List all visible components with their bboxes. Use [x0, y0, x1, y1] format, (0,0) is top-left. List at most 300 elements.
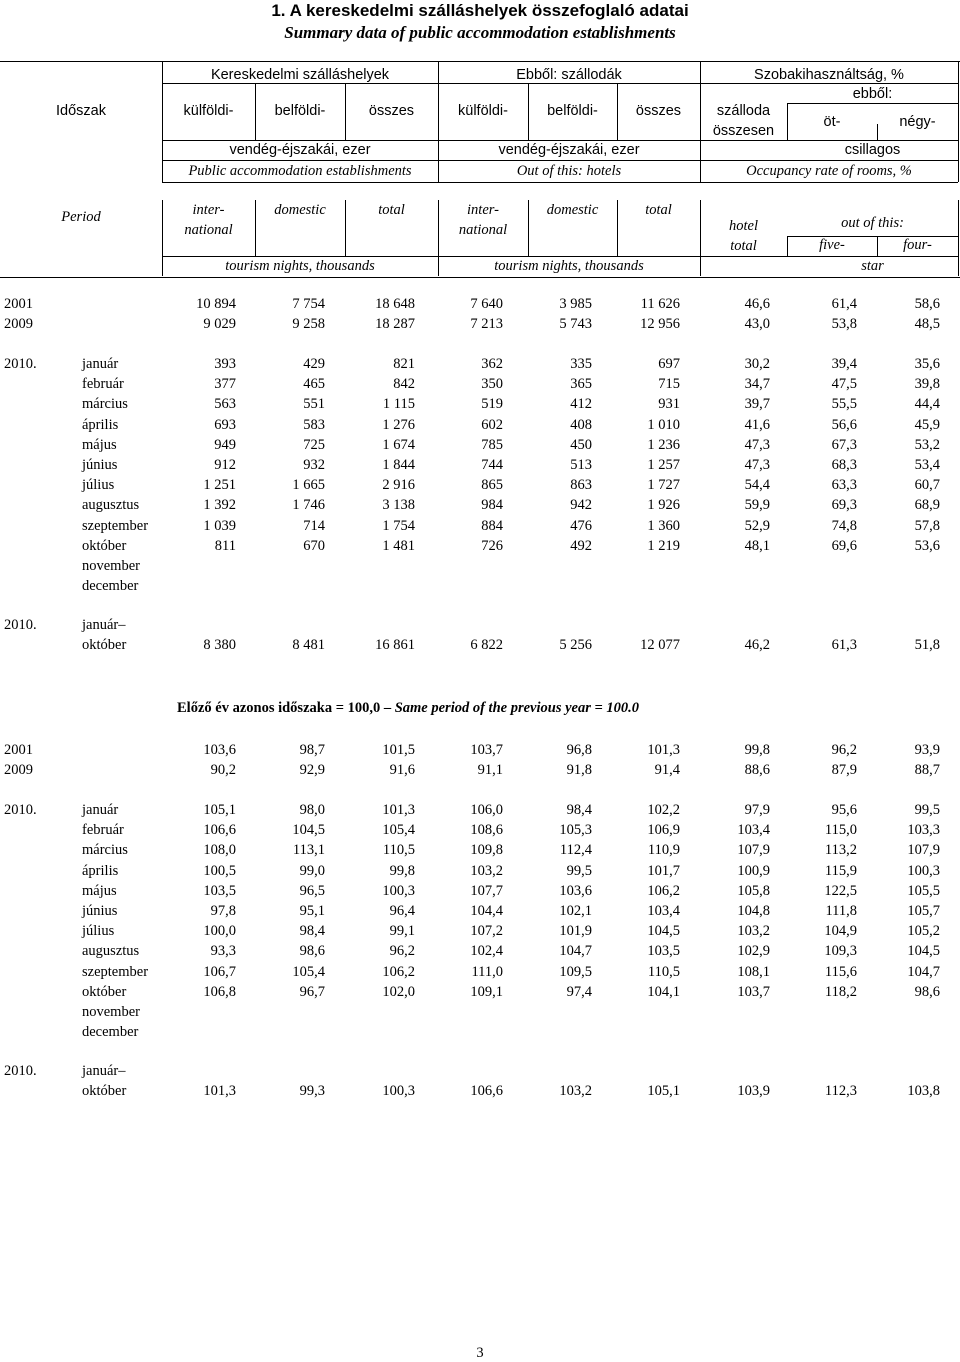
en-hline — [162, 256, 958, 257]
table-cell: 105,4 — [292, 963, 325, 980]
table-cell: 100,5 — [203, 862, 236, 879]
table-cell: 785 — [481, 436, 503, 453]
row-label-month: december — [82, 1024, 139, 1041]
header-vendeg-2: vendég-éjszakái, ezer — [498, 142, 640, 158]
table-cell: 949 — [214, 436, 236, 453]
hu-hline — [162, 83, 958, 84]
table-cell: 122,5 — [824, 882, 857, 899]
table-cell: 74,8 — [831, 517, 857, 534]
row-label-cum: október — [82, 1083, 127, 1099]
row-label-month: augusztus — [82, 943, 140, 960]
header-inter-1: inter- — [192, 202, 225, 218]
header-out-hotels: Out of this: hotels — [516, 163, 622, 179]
row-label-month: július — [82, 477, 115, 494]
table-cell: 101,7 — [647, 862, 680, 879]
row-label-year: 2010. — [4, 802, 37, 818]
table-cell: 63,3 — [831, 477, 857, 494]
table-cell: 99,0 — [299, 862, 325, 879]
table-cell: 865 — [481, 477, 503, 494]
table-cell: 1 665 — [292, 477, 325, 494]
table-cell: 104,8 — [737, 903, 770, 919]
row-label-year: 2009 — [4, 316, 33, 332]
table-cell: 47,3 — [744, 436, 770, 453]
table-cell: 842 — [393, 376, 415, 393]
table-cell: 744 — [481, 457, 503, 473]
table-cell: 44,4 — [914, 396, 940, 413]
table-cell: 931 — [658, 396, 680, 413]
row-label-cum: január– — [82, 617, 126, 633]
header-period: Period — [61, 209, 101, 225]
table-cell: 725 — [303, 436, 325, 453]
header-group-occupancy: Szobakihasználtság, % — [754, 67, 904, 83]
table-cell: 107,9 — [907, 842, 940, 859]
table-cell: 100,0 — [203, 923, 236, 940]
table-cell: 98,7 — [299, 742, 325, 758]
table-cell: 99,5 — [566, 862, 592, 879]
table-cell: 56,6 — [831, 416, 857, 433]
row-label-month: november — [82, 558, 140, 574]
table-cell: 98,4 — [566, 802, 592, 818]
table-cell: 91,1 — [477, 762, 503, 778]
table-cell: 110,5 — [382, 842, 415, 859]
table-cell: 92,9 — [299, 762, 325, 778]
table-cell: 69,3 — [831, 497, 857, 514]
row-label-year: 2010. — [4, 356, 37, 372]
table-cell: 884 — [481, 517, 503, 534]
header-inter-2: inter- — [467, 202, 499, 218]
header-negy: négy- — [899, 114, 936, 130]
row-label-month: augusztus — [82, 497, 140, 514]
table-cell: 101,9 — [559, 923, 592, 940]
table-cell: 91,6 — [389, 762, 415, 778]
title-en: Summary data of public accommodation establishments — [284, 23, 676, 42]
table-cell: 53,6 — [914, 537, 940, 554]
table-cell: 101,5 — [382, 742, 415, 758]
table-cell: 7 640 — [470, 296, 503, 312]
table-cell: 96,2 — [831, 742, 857, 758]
row-label-month: június — [82, 903, 118, 919]
table-cell: 98,4 — [299, 923, 325, 940]
table-cell: 1 754 — [382, 517, 415, 534]
table-cell: 350 — [481, 376, 503, 393]
table-cell: 96,2 — [389, 943, 415, 960]
table-cell: 97,9 — [744, 802, 770, 818]
table-cell: 103,6 — [203, 742, 236, 758]
table-cell: 726 — [481, 537, 503, 554]
row-label-month: október — [82, 537, 127, 554]
table-cell: 115,0 — [824, 822, 857, 839]
header-group-commercial: Kereskedelmi szálláshelyek — [210, 67, 390, 83]
table-cell: 1 257 — [647, 457, 680, 473]
table-cell: 55,5 — [831, 396, 857, 413]
header-national-2: national — [458, 222, 508, 238]
table-cell: 111,8 — [825, 903, 857, 919]
table-cell: 563 — [214, 396, 236, 413]
table-cell: 912 — [214, 457, 236, 473]
table-cell: 2 916 — [382, 477, 415, 494]
table-cell: 8 380 — [203, 637, 236, 653]
table-cell: 492 — [570, 537, 592, 554]
row-label-month: október — [82, 983, 127, 1000]
table-cell: 811 — [214, 537, 236, 554]
header-domestic-1: domestic — [274, 202, 326, 218]
table-cell: 103,6 — [559, 882, 592, 899]
row-label-month: november — [82, 1004, 140, 1020]
table-cell: 583 — [303, 416, 325, 433]
table-cell: 52,9 — [744, 517, 770, 534]
table-cell: 88,6 — [744, 762, 770, 778]
row-label-year: 2010. — [4, 617, 37, 633]
table-cell: 43,0 — [744, 316, 770, 332]
table-cell: 103,5 — [203, 882, 236, 899]
table-cell: 105,3 — [559, 822, 592, 839]
table-cell: 16 861 — [375, 637, 415, 653]
table-cell: 10 894 — [196, 296, 236, 312]
table-cell: 1 251 — [203, 477, 236, 494]
table-cell: 1 115 — [382, 396, 415, 413]
table-cell: 100,3 — [382, 1083, 415, 1099]
table-cell: 697 — [658, 356, 680, 372]
header-belfoldi-2: belföldi- — [547, 103, 598, 119]
header-tourism-1: tourism nights, thousands — [225, 258, 375, 274]
table-cell: 91,4 — [654, 762, 680, 778]
header-kulfoldi-1: külföldi- — [183, 103, 234, 119]
table-cell: 54,4 — [744, 477, 770, 494]
table-cell: 1 276 — [382, 416, 415, 433]
header-public-acc: Public accommodation establishments — [188, 163, 412, 179]
table-cell: 1 039 — [203, 517, 236, 534]
table-cell: 104,7 — [907, 963, 940, 980]
table-cell: 68,9 — [914, 497, 940, 514]
table-cell: 519 — [481, 396, 503, 413]
header-hotel: hotel — [729, 218, 758, 234]
row-label-month: december — [82, 578, 139, 595]
table-cell: 714 — [303, 517, 325, 534]
table-cell: 96,4 — [389, 903, 415, 919]
header-total-2: total — [645, 202, 672, 218]
table-cell: 104,1 — [647, 983, 680, 1000]
table-cell: 118,2 — [824, 983, 857, 1000]
table-cell: 108,0 — [203, 842, 236, 859]
table-cell: 30,2 — [744, 356, 770, 372]
table-cell: 7 754 — [292, 296, 325, 312]
table-cell: 11 626 — [640, 296, 680, 312]
table-cell: 46,6 — [744, 296, 770, 312]
table-cell: 551 — [303, 396, 325, 413]
table-cell: 103,7 — [737, 983, 770, 1000]
table-cell: 98,6 — [299, 943, 325, 960]
header-five: five- — [819, 237, 845, 253]
table-cell: 100,9 — [737, 862, 770, 879]
table-cell: 68,3 — [831, 457, 857, 473]
row-label-month: szeptember — [82, 963, 149, 980]
header-kulfoldi-2: külföldi- — [458, 103, 508, 119]
table-cell: 12 077 — [640, 637, 680, 653]
header-osszesen: összesen — [712, 123, 775, 139]
table-cell: 104,9 — [824, 923, 857, 940]
header-star: star — [861, 258, 884, 274]
table-cell: 102,4 — [470, 943, 503, 960]
table-cell: 108,1 — [737, 963, 770, 980]
table-cell: 103,4 — [647, 903, 680, 919]
table-cell: 102,1 — [559, 903, 592, 919]
table-cell: 67,3 — [831, 436, 857, 453]
table-cell: 98,6 — [914, 983, 940, 1000]
table-cell: 393 — [214, 356, 236, 372]
table-cell: 59,9 — [744, 497, 770, 514]
row-label-year: 2001 — [4, 296, 33, 312]
header-four: four- — [903, 237, 932, 253]
table-cell: 115,6 — [824, 963, 857, 980]
table-cell: 693 — [214, 416, 236, 433]
row-label-month: május — [82, 436, 117, 453]
row-label-year: 2009 — [4, 762, 33, 778]
table-cell: 93,9 — [914, 742, 940, 758]
row-label-cum: október — [82, 637, 127, 653]
table-cell: 87,9 — [831, 762, 857, 778]
row-label-month: március — [82, 842, 128, 859]
header-csillagos: csillagos — [844, 142, 901, 158]
table-cell: 103,8 — [907, 1083, 940, 1099]
table-cell: 45,9 — [914, 416, 940, 433]
table-cell: 101,3 — [203, 1083, 236, 1099]
table-cell: 47,3 — [744, 457, 770, 473]
table-cell: 377 — [214, 376, 236, 393]
table-cell: 1 481 — [382, 537, 415, 554]
table-cell: 18 648 — [375, 296, 415, 312]
table-cell: 60,7 — [914, 477, 940, 494]
table-cell: 41,6 — [744, 416, 770, 433]
table-cell: 1 727 — [647, 477, 680, 494]
section2-caption-hu: Előző év azonos időszaka = 100,0 – — [177, 700, 392, 716]
row-label-month: május — [82, 882, 117, 899]
table-cell: 96,7 — [299, 983, 325, 1000]
table-cell: 105,7 — [907, 903, 940, 919]
table-cell: 112,3 — [824, 1083, 857, 1099]
table-cell: 5 743 — [559, 316, 592, 332]
header-tourism-2: tourism nights, thousands — [494, 258, 644, 274]
hu-vline — [958, 61, 959, 182]
hu-hline — [787, 103, 958, 104]
table-cell: 8 481 — [292, 637, 325, 653]
row-label-month: április — [82, 416, 119, 433]
table-cell: 109,8 — [470, 842, 503, 859]
table-cell: 476 — [570, 517, 592, 534]
table-cell: 107,9 — [737, 842, 770, 859]
table-cell: 1 236 — [647, 436, 680, 453]
table-cell: 51,8 — [914, 637, 940, 653]
table-cell: 100,3 — [382, 882, 415, 899]
table-cell: 88,7 — [914, 762, 940, 778]
table-cell: 3 985 — [559, 296, 592, 312]
table-cell: 102,0 — [382, 983, 415, 1000]
table-cell: 110,5 — [647, 963, 680, 980]
table-cell: 97,8 — [210, 903, 236, 919]
table-cell: 109,1 — [470, 983, 503, 1000]
table-cell: 98,0 — [299, 802, 325, 818]
table-cell: 821 — [393, 356, 415, 372]
header-national-1: national — [184, 222, 233, 238]
table-cell: 106,0 — [470, 802, 503, 818]
table-cell: 93,3 — [210, 943, 236, 960]
table-cell: 429 — [303, 356, 325, 372]
table-cell: 3 138 — [382, 497, 415, 514]
table-cell: 47,5 — [831, 376, 857, 393]
table-cell: 408 — [570, 416, 592, 433]
table-cell: 53,8 — [831, 316, 857, 332]
hu-hline — [162, 160, 958, 161]
header-domestic-2: domestic — [546, 202, 599, 218]
table-cell: 932 — [303, 457, 325, 473]
section2-caption-en: Same period of the previous year = 100.0 — [394, 700, 639, 716]
en-vline — [958, 200, 959, 276]
table-cell: 104,4 — [470, 903, 503, 919]
header-osszes-2: összes — [635, 103, 682, 119]
table-cell: 53,2 — [914, 436, 940, 453]
table-cell: 412 — [570, 396, 592, 413]
row-label-month: június — [82, 457, 118, 473]
table-cell: 107,7 — [470, 882, 503, 899]
table-cell: 115,9 — [824, 862, 857, 879]
table-cell: 61,4 — [831, 296, 857, 312]
table-cell: 103,2 — [737, 923, 770, 940]
table-cell: 100,3 — [907, 862, 940, 879]
table-cell: 1 010 — [647, 416, 680, 433]
table-cell: 105,4 — [382, 822, 415, 839]
table-cell: 108,6 — [470, 822, 503, 839]
table-cell: 106,2 — [382, 963, 415, 980]
table-cell: 46,2 — [744, 637, 770, 653]
table-cell: 106,6 — [470, 1083, 503, 1099]
table-cell: 39,7 — [744, 396, 770, 413]
table-cell: 111,0 — [471, 963, 503, 980]
table-cell: 1 926 — [647, 497, 680, 514]
table-cell: 715 — [658, 376, 680, 393]
row-label-year: 2010. — [4, 1063, 37, 1079]
table-cell: 104,5 — [292, 822, 325, 839]
header-out-of-this: out of this: — [841, 215, 904, 231]
table-cell: 101,3 — [382, 802, 415, 818]
header-ot: öt- — [823, 114, 841, 130]
header-top-rule — [0, 61, 960, 62]
page-number: 3 — [476, 1345, 484, 1361]
table-cell: 335 — [570, 356, 592, 372]
row-label-year: 2001 — [4, 742, 33, 758]
table-cell: 39,8 — [914, 376, 940, 393]
hu-hline — [162, 182, 958, 183]
table-cell: 105,5 — [907, 882, 940, 899]
row-label-month: április — [82, 862, 119, 879]
table-cell: 99,1 — [389, 923, 415, 940]
hu-hline — [162, 140, 958, 141]
table-cell: 105,8 — [737, 882, 770, 899]
table-cell: 106,9 — [647, 822, 680, 839]
table-cell: 103,4 — [737, 822, 770, 839]
header-ebbol: ebből: — [852, 86, 893, 102]
header-idoszak: Időszak — [56, 103, 106, 119]
table-cell: 101,3 — [647, 742, 680, 758]
table-cell: 103,2 — [559, 1083, 592, 1099]
table-cell: 113,1 — [292, 842, 325, 859]
table-cell: 112,4 — [559, 842, 592, 859]
table-cell: 863 — [570, 477, 592, 494]
table-cell: 9 258 — [292, 316, 325, 332]
table-cell: 9 029 — [203, 316, 236, 332]
table-cell: 39,4 — [831, 356, 857, 372]
table-cell: 35,6 — [914, 356, 940, 372]
table-cell: 106,7 — [203, 963, 236, 980]
table-cell: 106,2 — [647, 882, 680, 899]
row-label-month: július — [82, 923, 115, 940]
table-cell: 57,8 — [914, 517, 940, 534]
table-cell: 105,2 — [907, 923, 940, 940]
table-cell: 1 360 — [647, 517, 680, 534]
table-cell: 69,6 — [831, 537, 857, 554]
header-osszes-1: összes — [368, 103, 415, 119]
section2-caption — [177, 700, 639, 717]
row-label-month: február — [82, 822, 124, 839]
table-cell: 365 — [570, 376, 592, 393]
table-cell: 53,4 — [914, 457, 940, 473]
table-cell: 7 213 — [470, 316, 503, 332]
table-cell: 1 674 — [382, 436, 415, 453]
table-cell: 602 — [481, 416, 503, 433]
table-cell: 105,1 — [203, 802, 236, 818]
table-cell: 105,1 — [647, 1083, 680, 1099]
table-cell: 107,2 — [470, 923, 503, 940]
header-belfoldi-1: belföldi- — [274, 103, 326, 119]
row-label-month: március — [82, 396, 128, 413]
header-occupancy-en: Occupancy rate of rooms, % — [746, 163, 912, 179]
table-cell: 99,8 — [744, 742, 770, 758]
header-total-1: total — [378, 202, 405, 218]
table-cell: 5 256 — [559, 637, 592, 653]
table-cell: 362 — [481, 356, 503, 372]
table-cell: 103,5 — [647, 943, 680, 960]
header-group-hotels: Ebből: szállodák — [516, 67, 622, 83]
table-cell: 1 392 — [203, 497, 236, 514]
table-cell: 984 — [481, 497, 503, 514]
table-cell: 96,5 — [299, 882, 325, 899]
table-cell: 61,3 — [831, 637, 857, 653]
title-hu: 1. A kereskedelmi szálláshelyek összefoglaló adatai — [271, 1, 689, 20]
table-cell: 48,5 — [914, 316, 940, 332]
row-label-cum: január– — [82, 1063, 126, 1079]
table-cell: 48,1 — [744, 537, 770, 554]
table-cell: 99,8 — [389, 862, 415, 879]
header-hotel-total: total — [730, 238, 757, 254]
table-cell: 670 — [303, 537, 325, 554]
row-label-month: január — [82, 802, 119, 818]
header-vendeg-1: vendég-éjszakái, ezer — [229, 142, 371, 158]
table-cell: 103,9 — [737, 1083, 770, 1099]
table-cell: 102,2 — [647, 802, 680, 818]
table-cell: 942 — [570, 497, 592, 514]
table-cell: 34,7 — [744, 376, 770, 393]
table-cell: 96,8 — [566, 742, 592, 758]
header-szalloda: szálloda — [716, 103, 771, 119]
table-cell: 99,5 — [914, 802, 940, 818]
table-cell: 12 956 — [640, 316, 680, 332]
table-cell: 95,1 — [299, 903, 325, 919]
table-cell: 18 287 — [375, 316, 415, 332]
table-cell: 58,6 — [914, 296, 940, 312]
table-cell: 1 219 — [647, 537, 680, 554]
table-cell: 104,5 — [907, 943, 940, 960]
table-cell: 95,6 — [831, 802, 857, 818]
table-cell: 465 — [303, 376, 325, 393]
table-cell: 513 — [570, 457, 592, 473]
